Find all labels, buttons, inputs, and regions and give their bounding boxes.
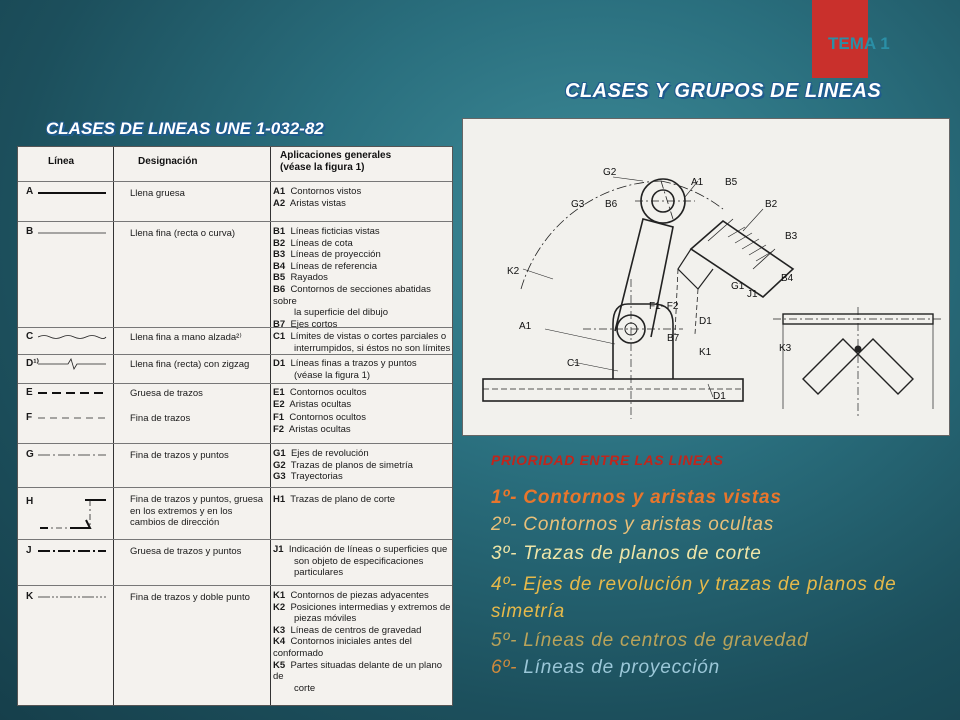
table-row bbox=[18, 443, 452, 488]
line-sample-freehand bbox=[38, 332, 108, 342]
row-applications: J1 Indicación de líneas o superficies que son objeto de especificaciones particulares bbox=[273, 544, 448, 579]
row-letter: H bbox=[26, 496, 34, 507]
drawing-label: K3 bbox=[779, 343, 792, 354]
drawing-label: K2 bbox=[507, 266, 520, 277]
priority-item-3: 3º- Trazas de planos de corte bbox=[491, 543, 762, 564]
drawing-label: K1 bbox=[699, 347, 712, 358]
row-designation: Gruesa de trazos bbox=[130, 388, 203, 399]
drawing-label: D1 bbox=[699, 316, 712, 327]
drawing-label: C1 bbox=[567, 358, 580, 369]
drawing-label: B3 bbox=[785, 231, 798, 242]
drawing-label: B4 bbox=[781, 273, 794, 284]
priority-item-5: 5º- Líneas de centros de gravedad bbox=[491, 630, 809, 651]
priority-item-6-prefix: 6º- bbox=[491, 657, 518, 678]
priority-item-1: 1º- Contornos y aristas vistas bbox=[491, 487, 782, 508]
row-letter: K bbox=[26, 591, 34, 602]
row-designation: Llena fina a mano alzada²⁾ bbox=[130, 332, 242, 343]
line-sample-dash-double-dot bbox=[38, 592, 108, 602]
row-applications: A1 Contornos vistos A2 Aristas vistas bbox=[273, 186, 362, 209]
drawing-label: G1 bbox=[731, 281, 745, 292]
row-letter: E bbox=[26, 387, 33, 398]
tema-label: TEMA 1 bbox=[828, 34, 890, 53]
row-letter: A bbox=[26, 186, 34, 197]
row-designation: Fina de trazos y puntos bbox=[130, 450, 229, 461]
table-header bbox=[18, 147, 452, 182]
row-applications: D1 Líneas finas a trazos y puntos (véase la figura 1) bbox=[273, 358, 417, 381]
drawing-label: J1 bbox=[747, 289, 758, 300]
drawing-label: D1 bbox=[713, 391, 726, 402]
line-sample-cutting-plane bbox=[40, 494, 108, 536]
header-designacion: Designación bbox=[138, 156, 198, 167]
table-row bbox=[18, 383, 452, 410]
technical-drawing bbox=[462, 118, 950, 436]
row-applications: C1 Límites de vistas o cortes parciales o interrumpidos, si éstos no son límites bbox=[273, 331, 451, 354]
header-aplicaciones: Aplicaciones generales bbox=[280, 150, 392, 161]
drawing-label: G2 bbox=[603, 167, 617, 178]
row-designation: Fina de trazos y doble punto bbox=[130, 592, 250, 603]
drawing-label: B2 bbox=[765, 199, 778, 210]
row-designation: Llena fina (recta) con zigzag bbox=[130, 359, 250, 370]
line-sample-thick-dashed bbox=[38, 388, 108, 398]
table-row bbox=[18, 181, 452, 222]
drawing-label: B5 bbox=[725, 177, 738, 188]
drawing-label: B6 bbox=[605, 199, 618, 210]
table-row bbox=[18, 409, 452, 443]
table-row bbox=[18, 585, 452, 706]
priority-item-2: 2º- Contornos y aristas ocultas bbox=[491, 514, 775, 535]
table-row bbox=[18, 221, 452, 328]
row-designation: Gruesa de trazos y puntos bbox=[130, 546, 242, 557]
header-linea: Línea bbox=[48, 156, 75, 167]
table-row bbox=[18, 327, 452, 355]
table-row bbox=[18, 487, 452, 540]
row-applications: F1 Contornos ocultos F2 Aristas ocultas bbox=[273, 412, 366, 435]
mechanism-drawing bbox=[463, 119, 949, 435]
priority-item-6-text: Líneas de proyección bbox=[517, 657, 720, 678]
row-designation: Fina de trazos bbox=[130, 413, 191, 424]
table-title: CLASES DE LINEAS UNE 1-032-82 bbox=[46, 119, 324, 138]
row-applications: H1 Trazas de plano de corte bbox=[273, 494, 396, 505]
row-letter: J bbox=[26, 545, 32, 556]
row-letter: F bbox=[26, 412, 33, 423]
main-title: CLASES Y GRUPOS DE LINEAS bbox=[565, 80, 882, 102]
drawing-label: A1 bbox=[519, 321, 532, 332]
drawing-label: F1- F2 bbox=[649, 301, 679, 312]
row-designation: Llena fina (recta o curva) bbox=[130, 228, 236, 239]
priority-item-6 bbox=[491, 657, 720, 679]
row-applications: K1 Contornos de piezas adyacentes K2 Posiciones intermedias y extremos de piezas móviles K3 Líneas de centros de gravedad K4 Contornos iniciales antes del conformado K5 Partes situadas delante de un plano de corte bbox=[273, 590, 451, 694]
line-sample-thick-dash-dot bbox=[38, 546, 108, 556]
row-applications: B1 Líneas ficticias vistas B2 Líneas de cota B3 Líneas de proyección B4 Líneas de referencia B5 Rayados B6 Contornos de secciones abatidas sobre la superficie del dibujo B7 Ejes cortos bbox=[273, 226, 431, 330]
drawing-label: G3 bbox=[571, 199, 585, 210]
priority-title: PRIORIDAD ENTRE LAS LINEAS bbox=[491, 452, 724, 468]
table-row bbox=[18, 539, 452, 586]
row-applications: E1 Contornos ocultos E2 Aristas ocultas bbox=[273, 387, 367, 410]
row-designation: Fina de trazos y puntos, gruesa en los extremos y en los cambios de dirección bbox=[130, 494, 264, 529]
line-sample-dash-dot bbox=[38, 450, 108, 460]
row-letter: C bbox=[26, 331, 34, 342]
line-sample-thin bbox=[38, 228, 108, 238]
priority-item-4: 4º- Ejes de revolución y trazas de planos de simetría bbox=[491, 574, 897, 622]
row-letter: G bbox=[26, 449, 34, 460]
row-letter: D¹⁾ bbox=[26, 358, 40, 369]
drawing-label: A1 bbox=[691, 177, 704, 188]
line-sample-zigzag bbox=[38, 358, 108, 370]
line-sample-thick bbox=[38, 188, 108, 198]
line-classes-table bbox=[17, 146, 453, 706]
row-letter: B bbox=[26, 226, 34, 237]
drawing-label: B7 bbox=[667, 333, 680, 344]
header-aplicaciones-sub: (véase la figura 1) bbox=[280, 162, 365, 173]
table-row bbox=[18, 354, 452, 382]
row-applications: G1 Ejes de revolución G2 Trazas de planos de simetría G3 Trayectorias bbox=[273, 448, 413, 483]
line-sample-thin-dashed bbox=[38, 413, 108, 423]
row-designation: Llena gruesa bbox=[130, 188, 185, 199]
